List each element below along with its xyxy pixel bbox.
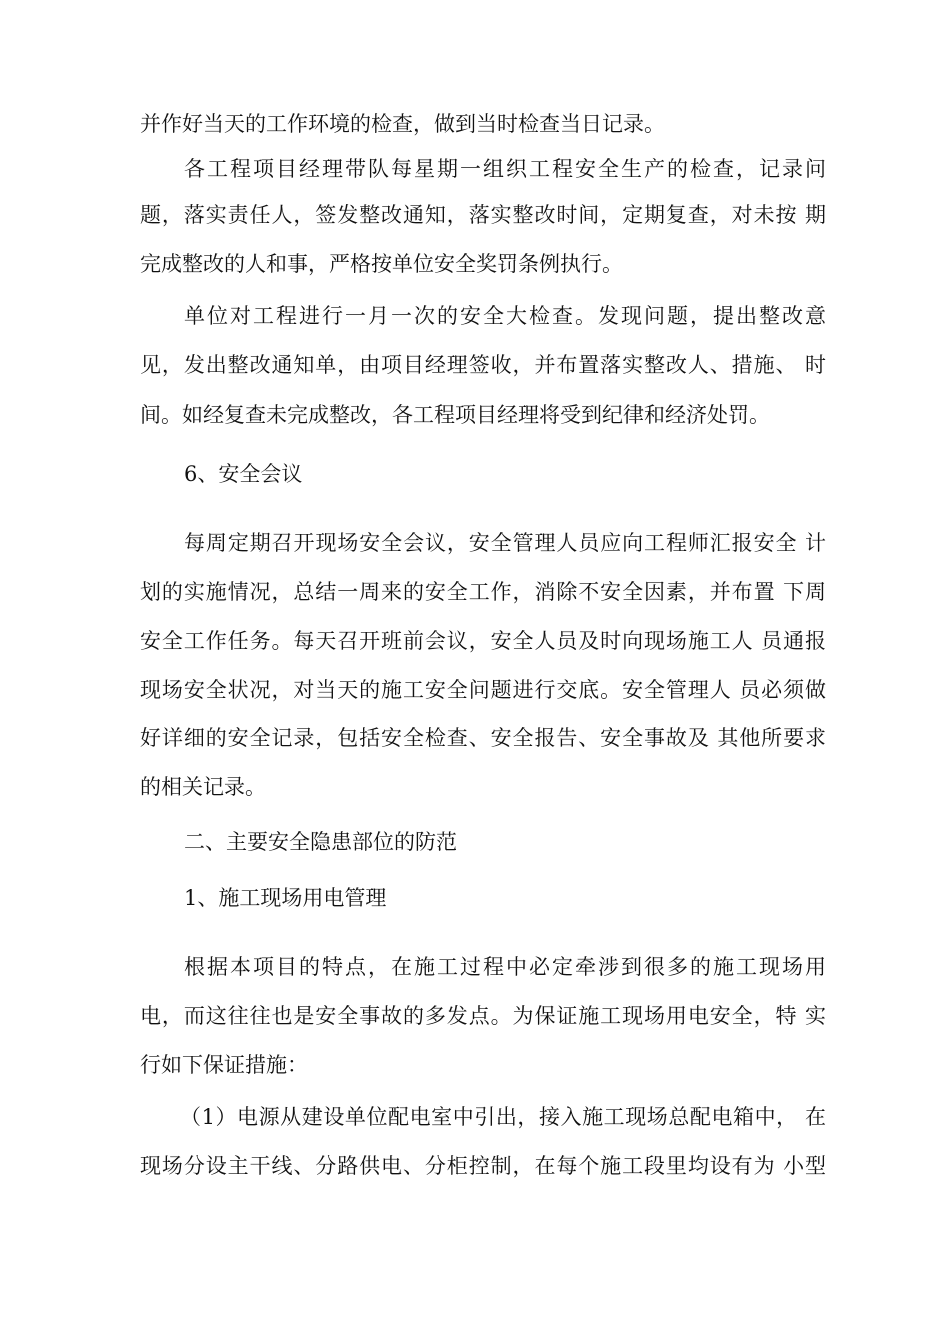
paragraph-line: 行如下保证措施： bbox=[140, 1053, 308, 1077]
paragraph-line: 好详细的安全记录，包括安全检查、安全报告、安全事故及 其他所要求 bbox=[140, 726, 826, 750]
paragraph-line: 并作好当天的工作环境的检查，做到当时检查当日记录。 bbox=[140, 112, 665, 136]
section-heading: 1、施工现场用电管理 bbox=[184, 886, 387, 910]
paragraph-line: 电，而这往往也是安全事故的多发点。为保证施工现场用电安全，特 实 bbox=[140, 1004, 826, 1028]
paragraph-line: （1）电源从建设单位配电室中引出，接入施工现场总配电箱中， 在 bbox=[180, 1105, 826, 1129]
paragraph-line: 题，落实责任人，签发整改通知，落实整改时间，定期复查，对未按 期 bbox=[140, 203, 826, 227]
section-heading: 6、安全会议 bbox=[184, 462, 303, 486]
paragraph-line: 安全工作任务。每天召开班前会议，安全人员及时向现场施工人 员通报 bbox=[140, 629, 826, 653]
paragraph-line: 现场安全状况，对当天的施工安全问题进行交底。安全管理人 员必须做 bbox=[140, 678, 826, 702]
paragraph-line: 现场分设主干线、分路供电、分柜控制，在每个施工段里均设有为 小型 bbox=[140, 1154, 826, 1178]
paragraph-line: 划的实施情况，总结一周来的安全工作，消除不安全因素，并布置 下周 bbox=[140, 580, 826, 604]
paragraph-line: 单位对工程进行一月一次的安全大检查。发现问题，提出整改意 bbox=[184, 304, 826, 328]
paragraph-line: 完成整改的人和事，严格按单位安全奖罚条例执行。 bbox=[140, 252, 623, 276]
paragraph-line: 每周定期召开现场安全会议，安全管理人员应向工程师汇报安全 计 bbox=[184, 531, 826, 555]
paragraph-line: 见，发出整改通知单，由项目经理签收，并布置落实整改人、措施、 时 bbox=[140, 353, 826, 377]
paragraph-line: 间。如经复查未完成整改，各工程项目经理将受到纪律和经济处罚。 bbox=[140, 403, 770, 427]
paragraph-line: 各工程项目经理带队每星期一组织工程安全生产的检查，记录问 bbox=[184, 157, 826, 181]
paragraph-line: 的相关记录。 bbox=[140, 775, 266, 799]
paragraph-line: 根据本项目的特点，在施工过程中必定牵涉到很多的施工现场用 bbox=[184, 955, 826, 979]
section-heading: 二、主要安全隐患部位的防范 bbox=[184, 830, 457, 854]
